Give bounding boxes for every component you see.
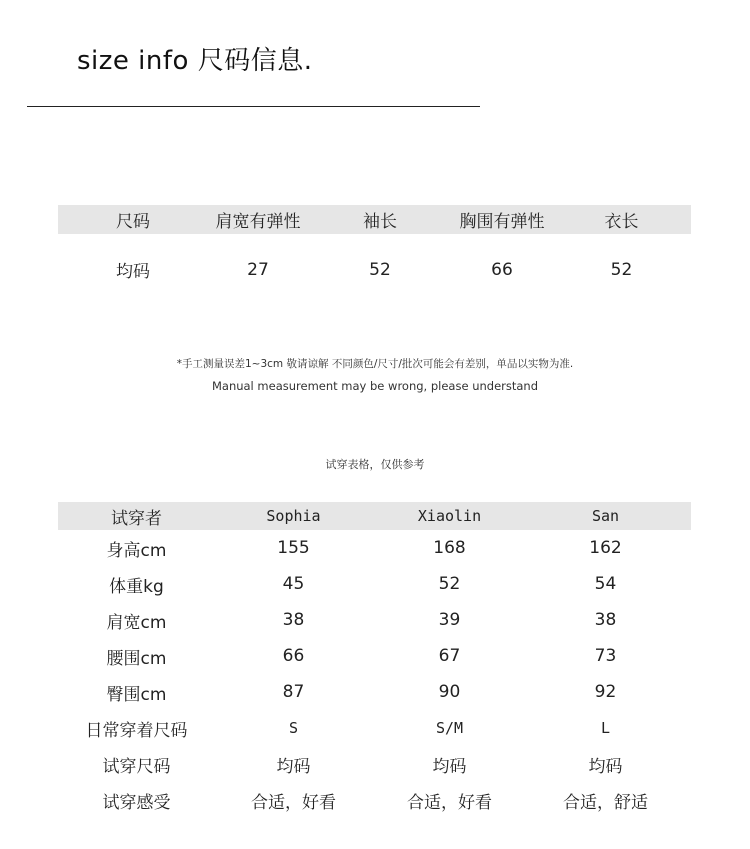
tryon-cell: 45 <box>282 574 305 594</box>
note-english: Manual measurement may be wrong, please understand <box>211 379 539 393</box>
tryon-header-cell: 试穿者 <box>111 508 162 529</box>
size-cell: 52 <box>369 259 391 280</box>
tryon-cell: 38 <box>594 610 617 630</box>
tryon-row-label: 试穿尺码 <box>102 756 171 777</box>
tryon-cell: 合适，舒适 <box>563 792 648 813</box>
tryon-row-label: 试穿感受 <box>102 792 171 813</box>
tryon-cell: 90 <box>438 682 461 702</box>
tryon-header-cell: Sophia <box>266 507 321 525</box>
tryon-cell: 67 <box>438 646 461 666</box>
tryon-cell: 87 <box>282 682 305 702</box>
size-table <box>58 205 691 284</box>
tryon-cell: 均码 <box>276 756 311 777</box>
tryon-cell: 38 <box>282 610 305 630</box>
size-header-cell: 尺码 <box>116 212 150 232</box>
tryon-cell: S/M <box>435 719 464 737</box>
size-cell: 66 <box>491 259 513 280</box>
tryon-cell: 39 <box>438 610 461 630</box>
tryon-header-cell: San <box>591 507 620 525</box>
tryon-cell: 54 <box>594 574 617 594</box>
tryon-row-label: 肩宽cm <box>106 612 167 633</box>
tryon-table-title: 试穿表格，仅供参考 <box>325 458 425 471</box>
size-header-cell: 肩宽有弹性 <box>215 212 301 232</box>
tryon-cell: 均码 <box>432 756 467 777</box>
size-table-header <box>58 205 691 234</box>
size-table-row <box>58 255 691 284</box>
tryon-cell: 73 <box>594 646 617 666</box>
tryon-header-cell: Xiaolin <box>417 507 482 525</box>
tryon-cell: 155 <box>277 538 310 558</box>
tryon-cell: 168 <box>433 538 466 558</box>
tryon-cell: 合适，好看 <box>407 792 492 813</box>
tryon-table-header <box>58 502 691 530</box>
size-cell: 均码 <box>116 262 150 282</box>
title-divider <box>27 106 480 107</box>
tryon-table-row <box>58 674 691 710</box>
size-header-cell: 胸围有弹性 <box>459 212 545 232</box>
tryon-cell: 均码 <box>588 756 623 777</box>
tryon-table-row <box>58 746 691 782</box>
tryon-cell: 合适，好看 <box>251 792 336 813</box>
size-cell: 52 <box>610 259 633 280</box>
tryon-table <box>58 502 691 818</box>
size-cell: 27 <box>247 259 269 280</box>
tryon-cell: L <box>600 719 611 737</box>
tryon-row-label: 腰围cm <box>106 648 167 669</box>
page-title: size info 尺码信息. <box>77 46 313 76</box>
tryon-table-row <box>58 566 691 602</box>
tryon-cell: 66 <box>282 646 305 666</box>
tryon-table-row <box>58 782 691 818</box>
tryon-table-row <box>58 710 691 746</box>
tryon-cell: 92 <box>594 682 617 702</box>
tryon-table-row <box>58 638 691 674</box>
tryon-row-label: 身高cm <box>106 540 167 561</box>
tryon-cell: 52 <box>438 574 461 594</box>
size-header-cell: 袖长 <box>363 212 397 232</box>
measurement-notes <box>0 355 750 394</box>
note-chinese: *手工测量误差1~3cm 敬请谅解 不同颜色/尺寸/批次可能会有差别，单品以实物为准. <box>176 358 574 370</box>
tryon-table-row <box>58 602 691 638</box>
tryon-row-label: 日常穿着尺码 <box>85 720 188 741</box>
size-header-cell: 衣长 <box>604 212 639 232</box>
tryon-cell: S <box>288 719 299 737</box>
tryon-row-label: 臀围cm <box>106 684 167 705</box>
tryon-table-row <box>58 530 691 566</box>
tryon-row-label: 体重kg <box>109 576 164 597</box>
tryon-cell: 162 <box>589 538 622 558</box>
